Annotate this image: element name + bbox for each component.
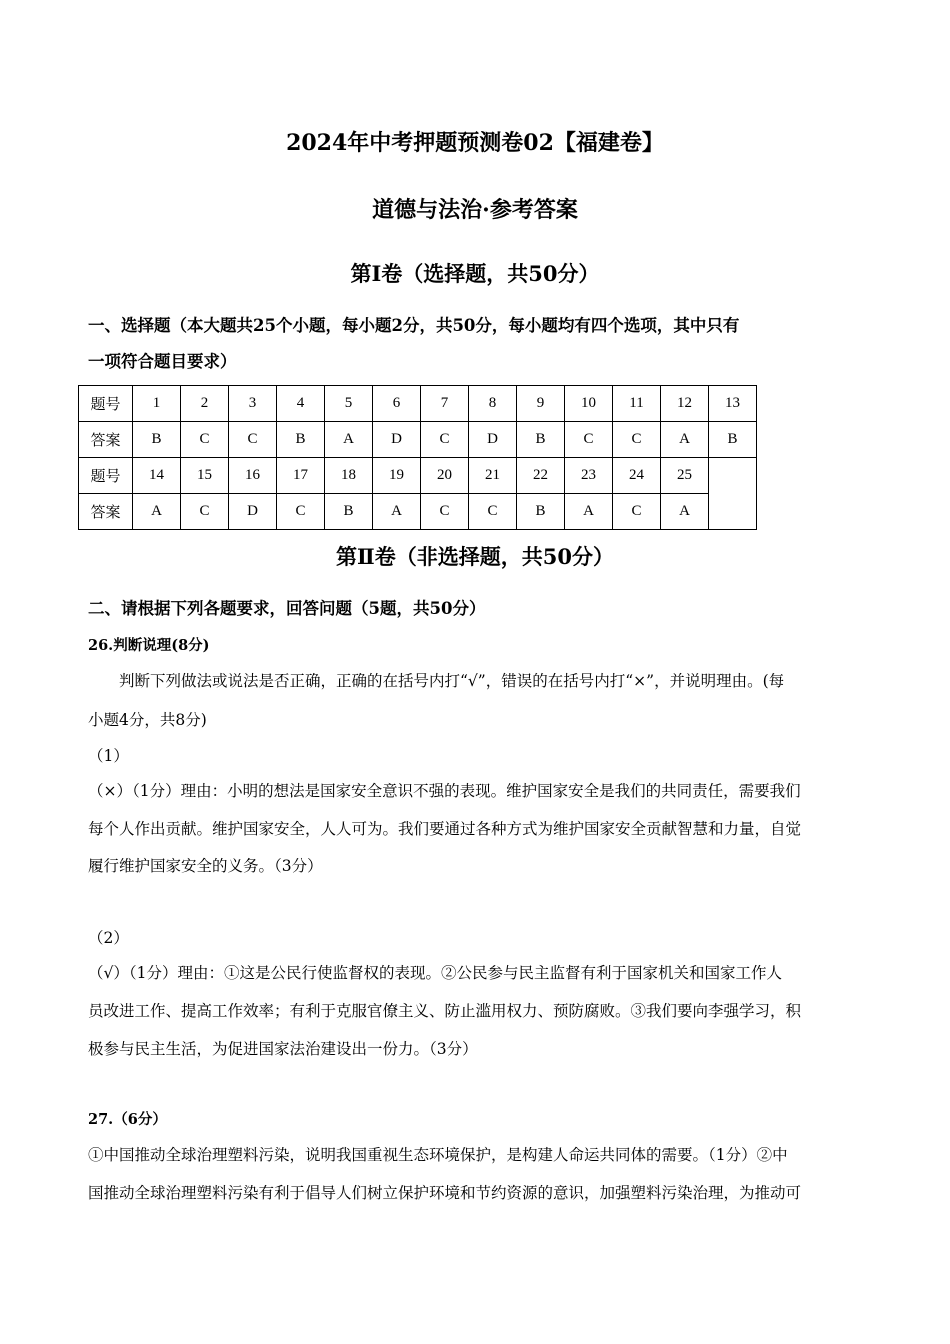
table-cell: 20: [421, 458, 469, 494]
table-cell: C: [613, 494, 661, 530]
table-cell: 11: [613, 386, 661, 422]
table-cell: A: [565, 494, 613, 530]
table-cell: 18: [325, 458, 373, 494]
table-cell: A: [661, 494, 709, 530]
table-cell: C: [421, 494, 469, 530]
table-cell: 17: [277, 458, 325, 494]
q26-item2-line3: 极参与民主生活，为促进国家法治建设出一份力。（3分）: [88, 1040, 478, 1058]
q26-heading: 26.判断说理(8分): [88, 637, 210, 654]
q26-item1-line1: （×）（1分）理由：小明的想法是国家安全意识不强的表现。维护国家安全是我们的共同责任，需要我们: [88, 782, 801, 800]
q27-line1: ①中国推动全球治理塑料污染，说明我国重视生态环境保护，是构建人命运共同体的需要。（1分）②中: [88, 1146, 788, 1164]
table-cell: 19: [373, 458, 421, 494]
table-row-numbers-2: [79, 458, 757, 494]
table-cell: C: [181, 422, 229, 458]
q26-item2-line1: （√）（1分）理由：①这是公民行使监督权的表现。②公民参与民主监督有利于国家机关和国家工作人: [88, 964, 782, 982]
table-cell: D: [229, 494, 277, 530]
table-cell: 3: [229, 386, 277, 422]
row-label: 答案: [79, 422, 133, 458]
empty-merged-cell: [709, 458, 757, 530]
q26-instruction-line1: 判断下列做法或说法是否正确，正确的在括号内打“√”，错误的在括号内打“×”，并说明理由。(每: [119, 672, 785, 690]
q26-item1-line3: 履行维护国家安全的义务。（3分）: [88, 857, 323, 875]
table-cell: C: [229, 422, 277, 458]
q26-instruction-line2: 小题4分，共8分): [88, 711, 207, 729]
table-cell: 10: [565, 386, 613, 422]
table-cell: A: [373, 494, 421, 530]
table-cell: A: [325, 422, 373, 458]
table-cell: 22: [517, 458, 565, 494]
part1-heading: 第Ⅰ卷（选择题，共50分）: [350, 261, 600, 286]
table-row-answers-1: [79, 422, 757, 458]
table-cell: C: [469, 494, 517, 530]
table-cell: D: [469, 422, 517, 458]
table-cell: B: [517, 422, 565, 458]
table-cell: 25: [661, 458, 709, 494]
table-cell: C: [277, 494, 325, 530]
table-row-numbers-1: [79, 386, 757, 422]
table-cell: 9: [517, 386, 565, 422]
table-cell: 4: [277, 386, 325, 422]
table-cell: 8: [469, 386, 517, 422]
table-cell: B: [325, 494, 373, 530]
table-cell: B: [709, 422, 757, 458]
table-cell: C: [613, 422, 661, 458]
table-cell: 1: [133, 386, 181, 422]
table-cell: A: [133, 494, 181, 530]
table-cell: D: [373, 422, 421, 458]
table-cell: C: [565, 422, 613, 458]
table-cell: 24: [613, 458, 661, 494]
table-cell: C: [181, 494, 229, 530]
section1-instruction-line2: 一项符合题目要求）: [88, 352, 237, 371]
table-cell: 7: [421, 386, 469, 422]
table-cell: 2: [181, 386, 229, 422]
section1-instruction-line1: 一、选择题（本大题共25个小题，每小题2分，共50分，每小题均有四个选项，其中只有: [88, 316, 740, 335]
table-cell: 14: [133, 458, 181, 494]
table-cell: 13: [709, 386, 757, 422]
table-cell: 23: [565, 458, 613, 494]
table-cell: 6: [373, 386, 421, 422]
table-cell: B: [133, 422, 181, 458]
q26-item2-label: （2）: [88, 929, 129, 947]
q26-item2-line2: 员改进工作、提高工作效率；有利于克服官僚主义、防止滥用权力、预防腐败。③我们要向李强学习，积: [88, 1002, 802, 1020]
table-cell: 12: [661, 386, 709, 422]
table-cell: C: [421, 422, 469, 458]
answer-table: [78, 385, 757, 530]
q27-heading: 27.（6分）: [88, 1111, 167, 1128]
q27-line2: 国推动全球治理塑料污染有利于倡导人们树立保护环境和节约资源的意识，加强塑料污染治理，为推动可: [88, 1184, 802, 1202]
table-cell: 16: [229, 458, 277, 494]
table-cell: 21: [469, 458, 517, 494]
table-cell: B: [277, 422, 325, 458]
part2-heading: 第Ⅱ卷（非选择题，共50分）: [336, 544, 614, 569]
paper-title: 2024年中考押题预测卷02【福建卷】: [286, 130, 664, 156]
paper-subtitle: 道德与法治·参考答案: [372, 197, 578, 223]
row-label: 答案: [79, 494, 133, 530]
table-cell: A: [661, 422, 709, 458]
table-cell: B: [517, 494, 565, 530]
section2-instruction: 二、请根据下列各题要求，回答问题（5题，共50分）: [88, 599, 486, 618]
table-row-answers-2: [79, 494, 757, 530]
row-label: 题号: [79, 458, 133, 494]
q26-item1-line2: 每个人作出贡献。维护国家安全，人人可为。我们要通过各种方式为维护国家安全贡献智慧和力量，自觉: [88, 820, 802, 838]
table-cell: 5: [325, 386, 373, 422]
row-label: 题号: [79, 386, 133, 422]
q26-item1-label: （1）: [88, 747, 129, 765]
table-cell: 15: [181, 458, 229, 494]
